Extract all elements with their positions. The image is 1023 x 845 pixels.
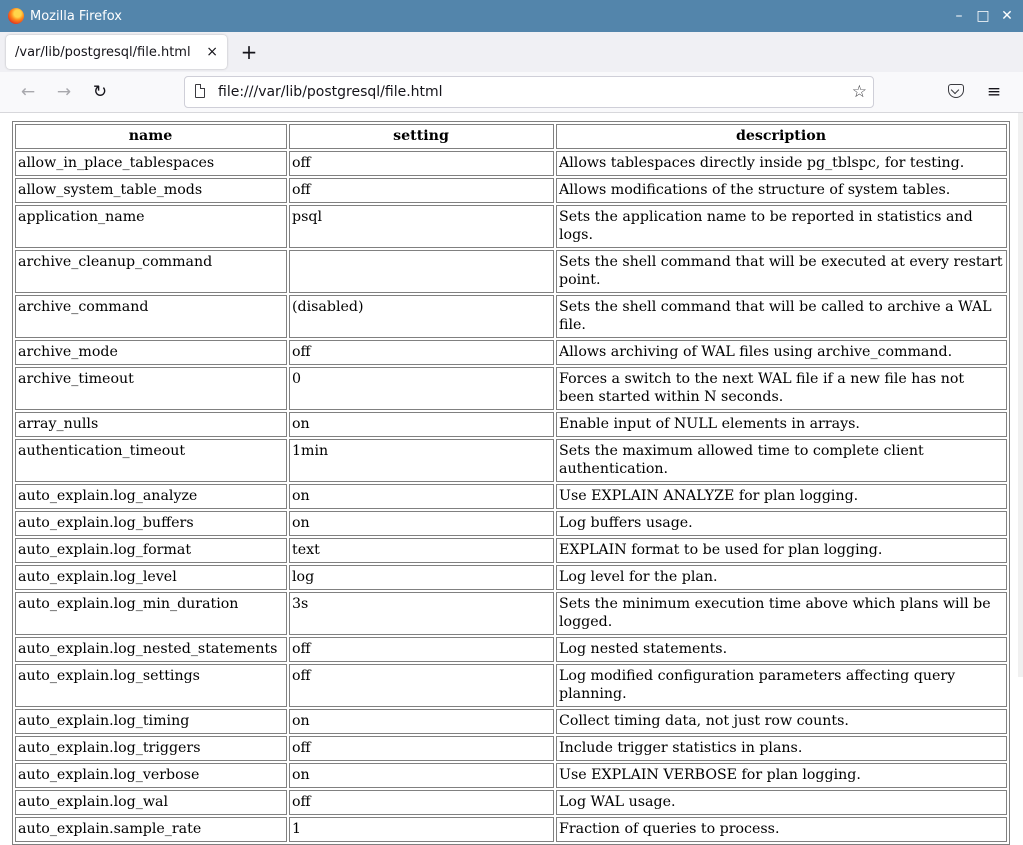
table-row <box>15 178 1007 203</box>
minimize-button[interactable]: – <box>955 8 963 24</box>
cell-name: auto_explain.log_level <box>15 565 287 590</box>
pocket-icon[interactable] <box>948 84 964 98</box>
cell-setting: off <box>289 736 554 761</box>
cell-description: Enable input of NULL elements in arrays. <box>556 412 1007 437</box>
page-icon <box>195 84 205 98</box>
table-body <box>15 151 1007 842</box>
cell-name: allow_in_place_tablespaces <box>15 151 287 176</box>
cell-name: auto_explain.sample_rate <box>15 817 287 842</box>
settings-table <box>12 121 1010 845</box>
tab-strip <box>0 32 1023 72</box>
table-row <box>15 709 1007 734</box>
window-title: Mozilla Firefox <box>30 8 122 24</box>
table-row <box>15 151 1007 176</box>
reload-icon[interactable]: ↻ <box>92 82 108 102</box>
cell-setting: off <box>289 664 554 707</box>
table-row <box>15 637 1007 662</box>
cell-setting: psql <box>289 205 554 248</box>
table-row <box>15 340 1007 365</box>
table-row <box>15 484 1007 509</box>
vertical-scrollbar[interactable] <box>1018 113 1023 677</box>
cell-name: application_name <box>15 205 287 248</box>
header-description: description <box>556 124 1007 149</box>
cell-name: auto_explain.log_wal <box>15 790 287 815</box>
cell-setting <box>289 250 554 293</box>
new-tab-button[interactable]: + <box>240 40 258 64</box>
cell-description: Allows archiving of WAL files using archive_command. <box>556 340 1007 365</box>
url-bar[interactable] <box>184 76 874 108</box>
table-row <box>15 367 1007 410</box>
cell-setting: off <box>289 340 554 365</box>
cell-name: auto_explain.log_triggers <box>15 736 287 761</box>
table-row <box>15 511 1007 536</box>
cell-description: Collect timing data, not just row counts. <box>556 709 1007 734</box>
table-row <box>15 439 1007 482</box>
table-row <box>15 295 1007 338</box>
cell-name: auto_explain.log_nested_statements <box>15 637 287 662</box>
maximize-button[interactable]: □ <box>976 8 990 24</box>
cell-name: auto_explain.log_verbose <box>15 763 287 788</box>
header-setting: setting <box>289 124 554 149</box>
cell-description: Allows modifications of the structure of system tables. <box>556 178 1007 203</box>
table-row <box>15 565 1007 590</box>
cell-setting: on <box>289 763 554 788</box>
cell-description: Log level for the plan. <box>556 565 1007 590</box>
table-row <box>15 205 1007 248</box>
cell-description: Log modified configuration parameters affecting query planning. <box>556 664 1007 707</box>
tab-close-icon[interactable]: × <box>206 44 218 60</box>
cell-name: auto_explain.log_timing <box>15 709 287 734</box>
table-row <box>15 790 1007 815</box>
table-row <box>15 592 1007 635</box>
hamburger-menu-icon[interactable]: ≡ <box>986 82 1002 102</box>
cell-name: archive_command <box>15 295 287 338</box>
navigation-toolbar <box>0 72 1023 113</box>
cell-description: Sets the maximum allowed time to complete client authentication. <box>556 439 1007 482</box>
cell-name: array_nulls <box>15 412 287 437</box>
cell-setting: 1min <box>289 439 554 482</box>
cell-setting: off <box>289 637 554 662</box>
forward-icon[interactable]: → <box>56 82 72 102</box>
cell-setting: 0 <box>289 367 554 410</box>
cell-setting: log <box>289 565 554 590</box>
table-row <box>15 538 1007 563</box>
cell-name: archive_cleanup_command <box>15 250 287 293</box>
table-row <box>15 664 1007 707</box>
cell-name: auto_explain.log_buffers <box>15 511 287 536</box>
cell-setting: 3s <box>289 592 554 635</box>
cell-description: Allows tablespaces directly inside pg_tblspc, for testing. <box>556 151 1007 176</box>
cell-setting: text <box>289 538 554 563</box>
cell-setting: off <box>289 178 554 203</box>
cell-setting: on <box>289 412 554 437</box>
table-row <box>15 817 1007 842</box>
cell-description: Sets the application name to be reported in statistics and logs. <box>556 205 1007 248</box>
header-name: name <box>15 124 287 149</box>
cell-description: Sets the shell command that will be called to archive a WAL file. <box>556 295 1007 338</box>
cell-name: auto_explain.log_format <box>15 538 287 563</box>
table-row <box>15 250 1007 293</box>
close-window-button[interactable]: ✕ <box>1001 8 1013 24</box>
cell-description: Use EXPLAIN ANALYZE for plan logging. <box>556 484 1007 509</box>
table-row <box>15 736 1007 761</box>
cell-setting: on <box>289 511 554 536</box>
back-icon[interactable]: ← <box>20 82 36 102</box>
cell-name: auto_explain.log_analyze <box>15 484 287 509</box>
cell-description: Fraction of queries to process. <box>556 817 1007 842</box>
cell-description: Sets the shell command that will be executed at every restart point. <box>556 250 1007 293</box>
cell-setting: (disabled) <box>289 295 554 338</box>
page-content <box>0 113 1023 837</box>
table-row <box>15 412 1007 437</box>
cell-name: archive_mode <box>15 340 287 365</box>
cell-description: Forces a switch to the next WAL file if a new file has not been started within N seconds. <box>556 367 1007 410</box>
cell-name: auto_explain.log_settings <box>15 664 287 707</box>
cell-name: allow_system_table_mods <box>15 178 287 203</box>
cell-setting: off <box>289 151 554 176</box>
cell-name: archive_timeout <box>15 367 287 410</box>
tab-file-html[interactable] <box>6 35 227 69</box>
cell-description: Log nested statements. <box>556 637 1007 662</box>
cell-setting: on <box>289 709 554 734</box>
cell-setting: 1 <box>289 817 554 842</box>
cell-description: Use EXPLAIN VERBOSE for plan logging. <box>556 763 1007 788</box>
cell-name: auto_explain.log_min_duration <box>15 592 287 635</box>
window-controls <box>947 0 1019 32</box>
firefox-logo-icon <box>8 8 24 24</box>
cell-name: authentication_timeout <box>15 439 287 482</box>
cell-description: Log buffers usage. <box>556 511 1007 536</box>
table-header-row <box>15 124 1007 149</box>
cell-description: Sets the minimum execution time above which plans will be logged. <box>556 592 1007 635</box>
cell-setting: on <box>289 484 554 509</box>
table-row <box>15 763 1007 788</box>
cell-description: Log WAL usage. <box>556 790 1007 815</box>
cell-description: EXPLAIN format to be used for plan logging. <box>556 538 1007 563</box>
window-title-bar <box>0 0 1023 32</box>
cell-description: Include trigger statistics in plans. <box>556 736 1007 761</box>
url-text[interactable]: file:///var/lib/postgresql/file.html <box>218 84 443 100</box>
cell-setting: off <box>289 790 554 815</box>
bookmark-star-icon[interactable]: ☆ <box>851 82 867 102</box>
tab-title: /var/lib/postgresql/file.html <box>15 44 191 60</box>
